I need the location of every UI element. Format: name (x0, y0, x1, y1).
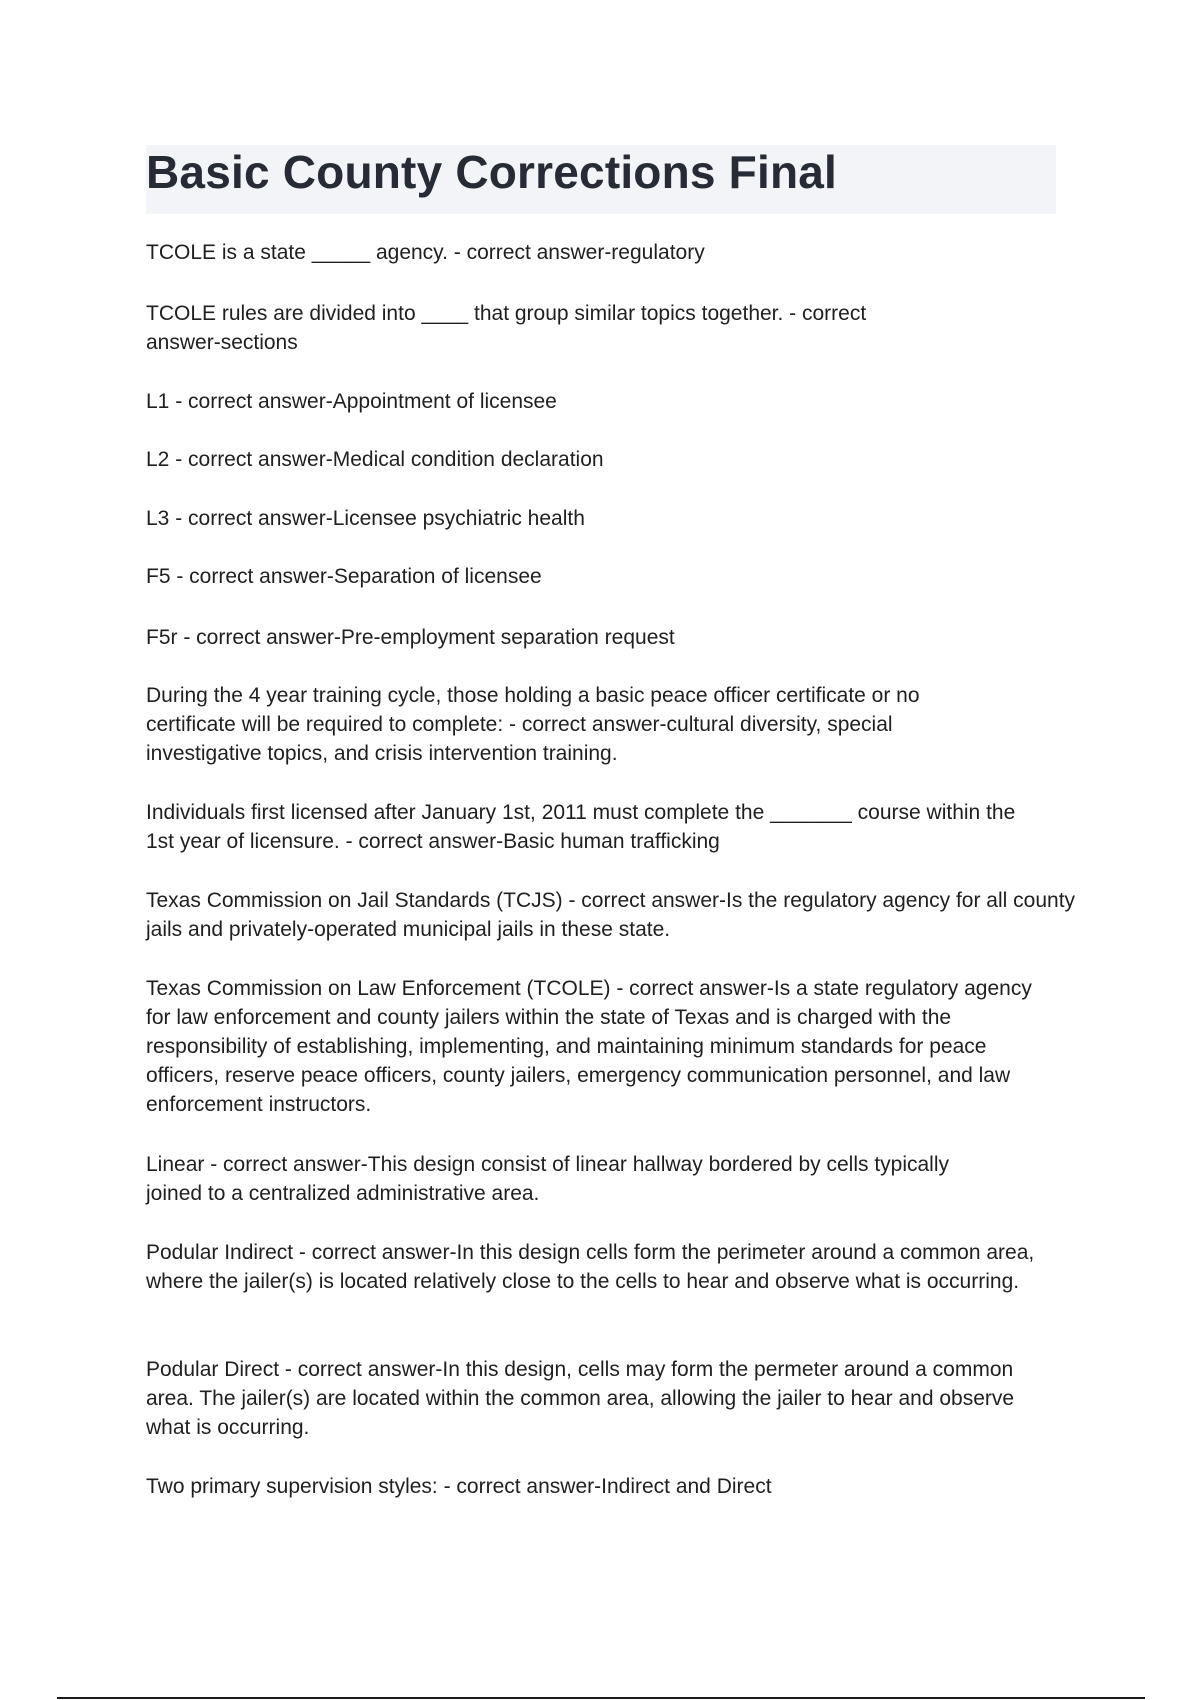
qa-entry-14: Podular Direct - correct answer-In this design, cells may form the permeter around a common area. The jailer(s) are located within the common area, allowing the jailer to hear and observe what is occurring. (146, 1358, 1015, 1439)
qa-entry-1: TCOLE is a state _____ agency. - correct answer-regulatory (146, 241, 705, 264)
qa-entry-6: F5 - correct answer-Separation of licensee (146, 565, 542, 588)
qa-entry-11: Texas Commission on Law Enforcement (TCOLE) - correct answer-Is a state regulatory agency for law enforcement and county jailers within the state of Texas and is charged with the responsibility of establishing, implementing, and maintaining minimum standards for peace officers, reserve peace officers, county jailers, emergency communication personnel, and law enforcement instructors. (146, 977, 1032, 1116)
qa-entry-12: Linear - correct answer-This design consist of linear hallway bordered by cells typically joined to a centralized administrative area. (146, 1153, 950, 1205)
qa-entry-2: TCOLE rules are divided into ____ that group similar topics together. - correct answer-sections (146, 302, 867, 354)
qa-entry-4: L2 - correct answer-Medical condition declaration (146, 448, 604, 471)
qa-entry-13: Podular Indirect - correct answer-In this design cells form the perimeter around a common area, where the jailer(s) is located relatively close to the cells to hear and observe what is occurring. (146, 1241, 1035, 1293)
qa-entry-10: Texas Commission on Jail Standards (TCJS) - correct answer-Is the regulatory agency for all county jails and privately-operated municipal jails in these state. (146, 889, 1076, 941)
qa-entry-8: During the 4 year training cycle, those holding a basic peace officer certificate or no certificate will be required to complete: - correct answer-cultural diversity, special investigative topics, and crisis intervention training. (146, 684, 920, 765)
qa-entry-9: Individuals first licensed after January 1st, 2011 must complete the _______ course within the 1st year of licensure. - correct answer-Basic human trafficking (146, 801, 1016, 853)
qa-entry-15: Two primary supervision styles: - correct answer-Indirect and Direct (146, 1475, 772, 1498)
document-title: Basic County Corrections Final (146, 146, 838, 198)
qa-entry-3: L1 - correct answer-Appointment of licensee (146, 390, 557, 413)
qa-entry-7: F5r - correct answer-Pre-employment separation request (146, 626, 675, 649)
qa-entry-5: L3 - correct answer-Licensee psychiatric health (146, 507, 585, 530)
footer-rule (57, 1697, 1145, 1699)
